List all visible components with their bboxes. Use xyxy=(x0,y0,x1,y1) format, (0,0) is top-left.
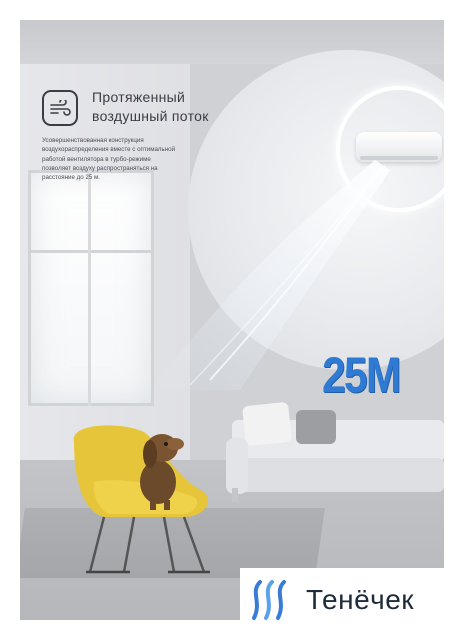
promo-description xyxy=(42,136,194,182)
wave-logo-icon xyxy=(248,578,296,626)
sofa-pillow-grey xyxy=(296,410,336,444)
sofa-pillow-white xyxy=(242,402,292,447)
wind-icon xyxy=(42,90,78,126)
window xyxy=(28,170,154,406)
promo-description-line: Усовершенствованная конструкция xyxy=(42,137,144,144)
window-mullion xyxy=(88,170,91,406)
promo-heading-line-1: Протяженный xyxy=(92,89,186,105)
brand-name: Тенёчек xyxy=(306,584,415,615)
distance-badge: 25M xyxy=(322,347,400,403)
promo-description-line: позволяет воздуху распространяться на xyxy=(42,164,158,172)
window-frame-bar xyxy=(28,250,154,253)
promo-description-line: расстояние до 25 м. xyxy=(42,174,101,182)
promo-scene xyxy=(20,20,444,620)
promo-description-line: работой вентилятора в турбо-режиме xyxy=(42,155,151,163)
promo-heading xyxy=(92,88,209,126)
dog xyxy=(120,420,190,510)
sofa-seat xyxy=(226,458,444,492)
promo-heading-line-2: воздушный поток xyxy=(92,108,209,124)
sofa-arm xyxy=(226,438,248,494)
sofa-leg xyxy=(232,488,238,502)
wind-icon-glyph xyxy=(49,100,71,116)
promo-description-line: воздухораспределения вместе с оптимальной xyxy=(42,146,176,154)
